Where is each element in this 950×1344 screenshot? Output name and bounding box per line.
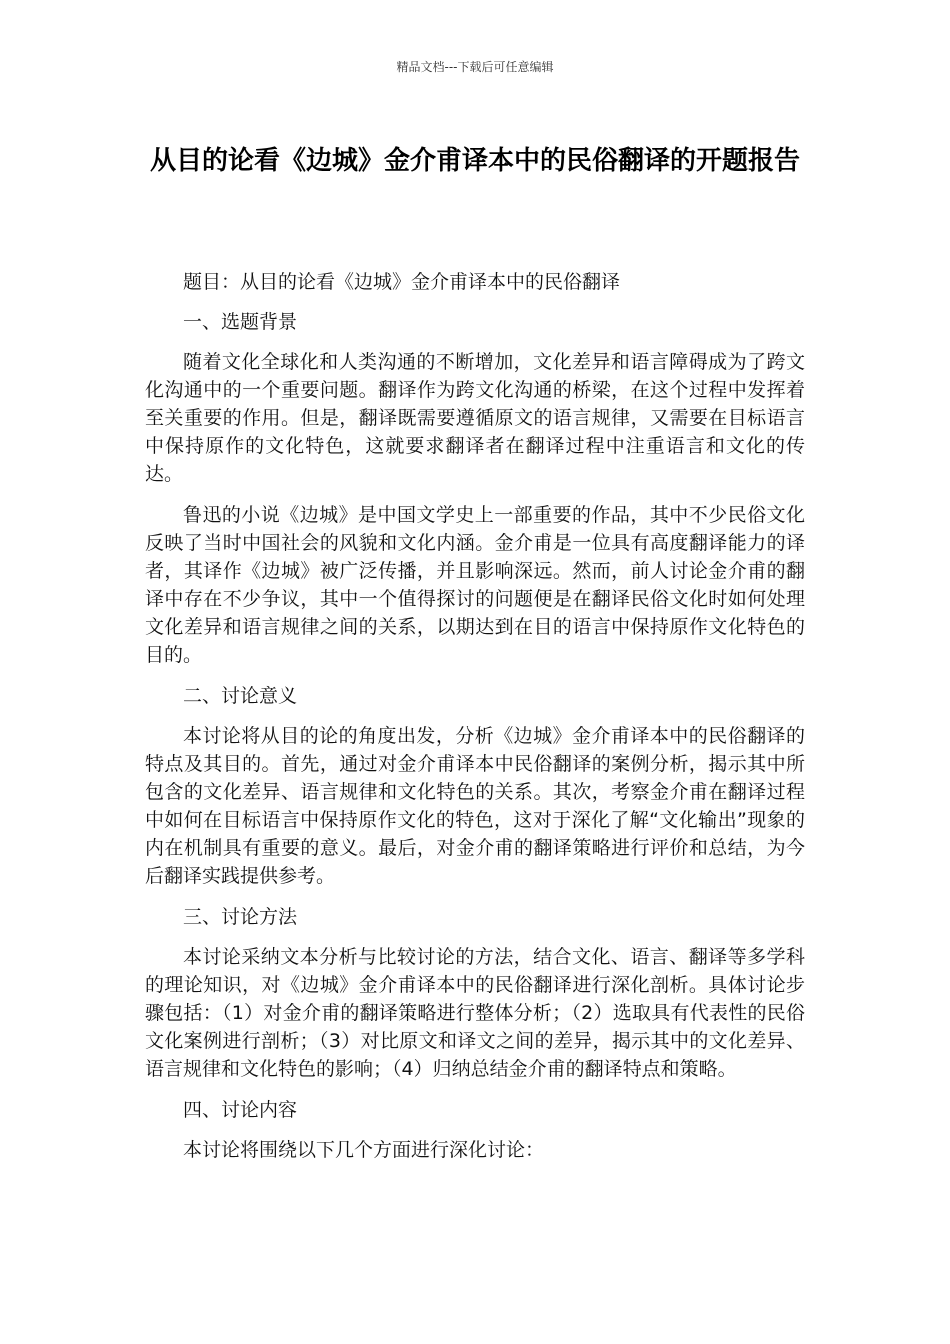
paragraph: 鲁迅的小说《边城》是中国文学史上一部重要的作品，其中不少民俗文化反映了当时中国社会的风貌和文化内涵。金介甫是一位具有高度翻译能力的译者，其译作《边城》被广泛传播，并且影响深远。然而，前人讨论金介甫的翻译中存在不少争议，其中一个值得探讨的问题便是在翻译民俗文化时如何处理文化差异和语言规律之间的关系，以期达到在目的语言中保持原作文化特色的目的。 [145, 504, 805, 666]
topic-line: 题目：从目的论看《边城》金介甫译本中的民俗翻译 [183, 271, 621, 293]
document-body [145, 268, 805, 1177]
header-note: 精品文档---下载后可任意编辑 [396, 60, 554, 74]
section-heading-method: 三、讨论方法 [183, 906, 298, 928]
section-heading-significance: 二、讨论意义 [183, 685, 298, 707]
section-heading-background: 一、选题背景 [183, 311, 298, 333]
document-title: 从目的论看《边城》金介甫译本中的民俗翻译的开题报告 [149, 146, 800, 176]
paragraph: 本讨论采纳文本分析与比较讨论的方法，结合文化、语言、翻译等多学科的理论知识，对《边城》金介甫译本中的民俗翻译进行深化剖析。具体讨论步骤包括：（1）对金介甫的翻译策略进行整体分析；（2）选取具有代表性的民俗文化案例进行剖析；（3）对比原文和译文之间的差异，揭示其中的文化差异、语言规律和文化特色的影响；（4）归纳总结金介甫的翻译特点和策略。 [145, 946, 805, 1080]
paragraph: 本讨论将围绕以下几个方面进行深化讨论： [183, 1139, 545, 1161]
section-heading-content: 四、讨论内容 [183, 1099, 298, 1121]
paragraph: 本讨论将从目的论的角度出发，分析《边城》金介甫译本中的民俗翻译的特点及其目的。首先，通过对金介甫译本中民俗翻译的案例分析，揭示其中所包含的文化差异、语言规律和文化特色的关系。其次，考察金介甫在翻译过程中如何在目标语言中保持原作文化的特色，这对于深化了解“文化输出”现象的内在机制具有重要的意义。最后，对金介甫的翻译策略进行评价和总结，为今后翻译实践提供参考。 [145, 725, 805, 887]
paragraph: 随着文化全球化和人类沟通的不断增加，文化差异和语言障碍成为了跨文化沟通中的一个重要问题。翻译作为跨文化沟通的桥梁，在这个过程中发挥着至关重要的作用。但是，翻译既需要遵循原文的语言规律，又需要在目标语言中保持原作的文化特色，这就要求翻译者在翻译过程中注重语言和文化的传达。 [145, 351, 805, 485]
